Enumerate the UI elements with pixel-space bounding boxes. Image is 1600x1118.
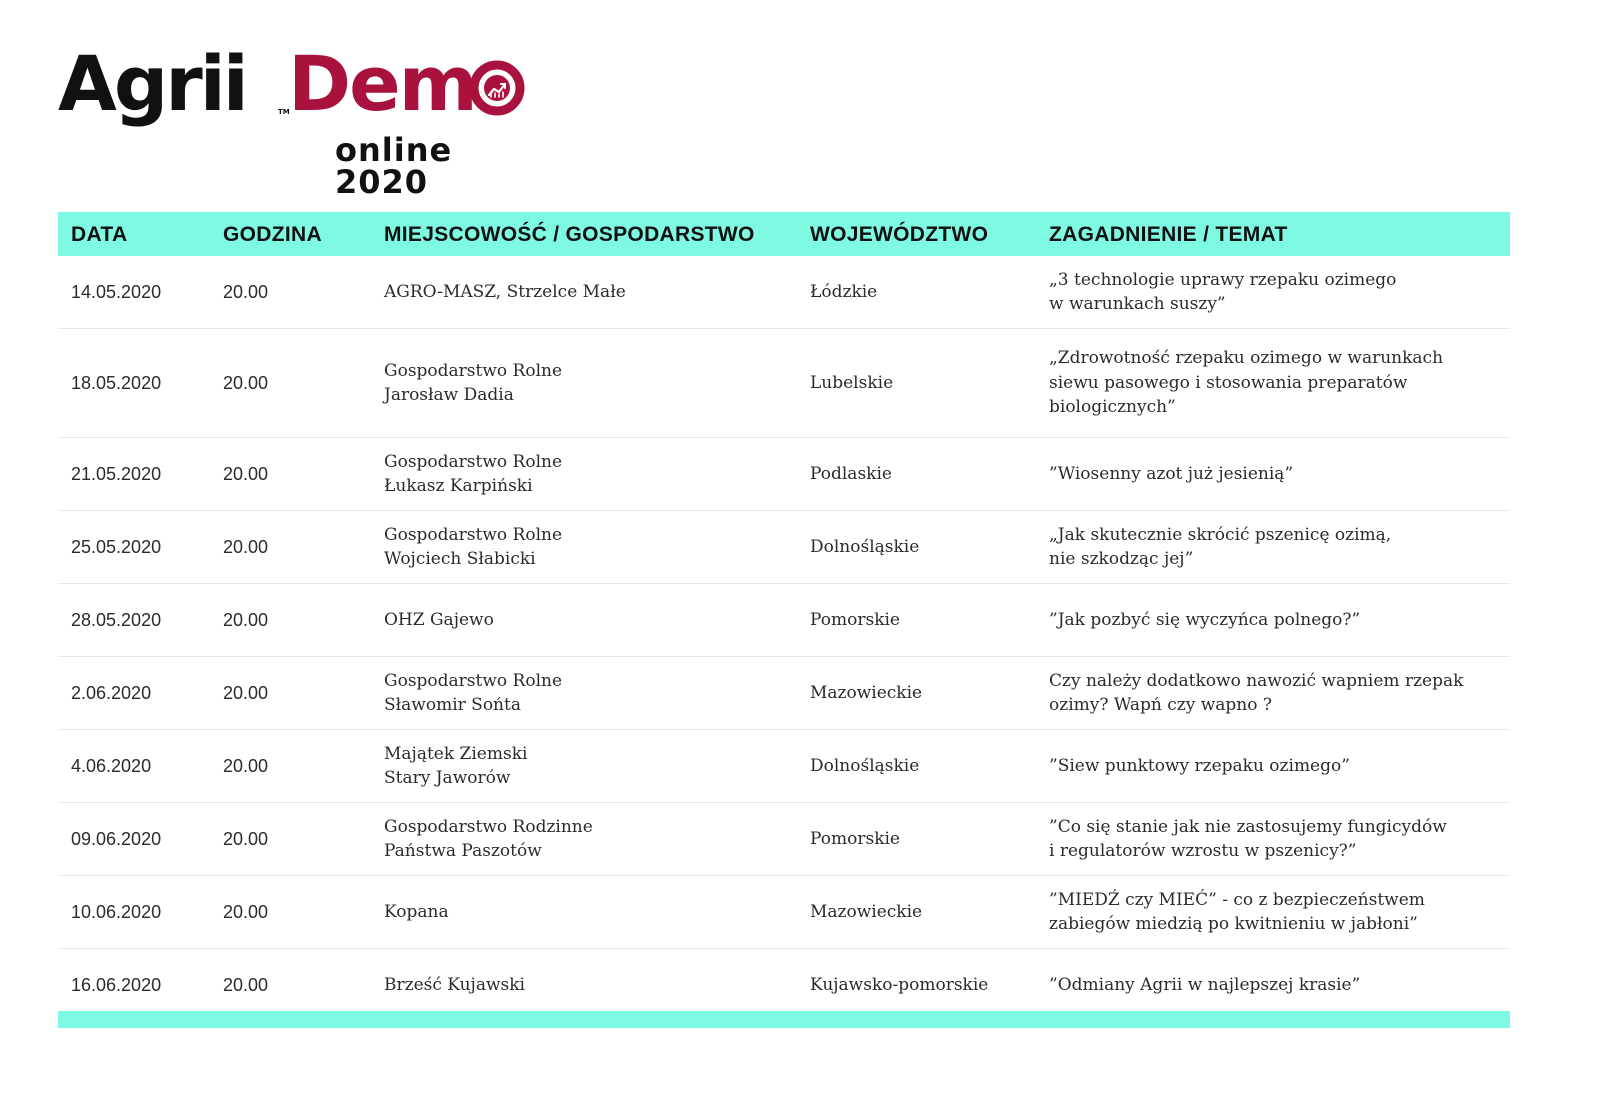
cell-time: 20.00 (223, 463, 269, 484)
column-header-location: MIEJSCOWOŚĆ / GOSPODARSTWO (384, 223, 755, 246)
cell-time: 20.00 (223, 901, 269, 922)
cell-time: 20.00 (223, 828, 269, 849)
logo-subtitle: online 2020 (335, 131, 453, 201)
table-row (58, 584, 1510, 657)
cell-voivodeship: Mazowieckie (810, 901, 923, 922)
column-header-time: GODZINA (223, 223, 322, 246)
events-table (58, 212, 1510, 1021)
table-row (58, 803, 1510, 876)
cell-voivodeship: Podlaskie (810, 463, 892, 484)
cell-time: 20.00 (223, 609, 269, 630)
cell-location: Gospodarstwo Rolne Wojciech Słabicki (384, 524, 563, 569)
cell-date: 16.06.2020 (71, 974, 162, 995)
table-header (58, 212, 1510, 256)
logo-event-text: Dem (288, 39, 476, 128)
column-header-topic: ZAGADNIENIE / TEMAT (1049, 223, 1288, 246)
cell-topic: ”Wiosenny azot już jesienią” (1049, 463, 1294, 484)
cell-voivodeship: Dolnośląskie (810, 755, 920, 776)
table-row (58, 256, 1510, 329)
cell-location: Gospodarstwo Rolne Sławomir Sońta (384, 670, 563, 715)
table-row (58, 329, 1510, 438)
logo-brand-text: Agrii (58, 39, 246, 128)
cell-date: 25.05.2020 (71, 536, 162, 557)
cell-location: Brześć Kujawski (384, 974, 525, 995)
cell-topic: ”MIEDŹ czy MIEĆ” - co z bezpieczeństwem zabiegów miedzią po kwitnieniu w jabłoni” (1049, 889, 1425, 934)
cell-location: Gospodarstwo Rodzinne Państwa Paszotów (384, 816, 593, 861)
cell-time: 20.00 (223, 372, 269, 393)
table-row (58, 657, 1510, 730)
cell-date: 18.05.2020 (71, 372, 162, 393)
agrii-demo-logo (58, 39, 548, 201)
cell-voivodeship: Kujawsko-pomorskie (810, 974, 989, 995)
cell-voivodeship: Lubelskie (810, 372, 894, 393)
column-header-date: DATA (71, 223, 128, 246)
cell-time: 20.00 (223, 682, 269, 703)
cell-voivodeship: Pomorskie (810, 828, 900, 849)
table-row (58, 438, 1510, 511)
cell-time: 20.00 (223, 755, 269, 776)
cell-voivodeship: Łódzkie (810, 281, 878, 302)
cell-topic: ”Siew punktowy rzepaku ozimego” (1049, 755, 1350, 776)
cell-date: 14.05.2020 (71, 281, 162, 302)
cell-location: Majątek Ziemski Stary Jaworów (384, 743, 528, 788)
cell-location: AGRO-MASZ, Strzelce Małe (384, 281, 626, 302)
cell-location: OHZ Gajewo (384, 609, 494, 630)
cell-topic: ”Odmiany Agrii w najlepszej krasie” (1049, 974, 1361, 995)
cell-date: 09.06.2020 (71, 828, 162, 849)
cell-date: 10.06.2020 (71, 901, 162, 922)
cell-voivodeship: Dolnośląskie (810, 536, 920, 557)
cell-time: 20.00 (223, 536, 269, 557)
cell-topic: ”Jak pozbyć się wyczyńca polnego?” (1049, 609, 1361, 630)
logo-trademark: TM (278, 108, 290, 116)
cell-date: 28.05.2020 (71, 609, 162, 630)
wheat-chart-icon (468, 59, 526, 117)
cell-location: Gospodarstwo Rolne Jarosław Dadia (384, 360, 563, 405)
cell-date: 2.06.2020 (71, 682, 152, 703)
cell-topic: Czy należy dodatkowo nawozić wapniem rzepak ozimy? Wapń czy wapno ? (1049, 670, 1464, 715)
cell-location: Gospodarstwo Rolne Łukasz Karpiński (384, 451, 563, 496)
footer-accent-bar (58, 1011, 1510, 1028)
cell-topic: „3 technologie uprawy rzepaku ozimego w warunkach suszy” (1049, 269, 1397, 314)
table-row (58, 876, 1510, 949)
cell-location: Kopana (384, 901, 449, 922)
cell-date: 4.06.2020 (71, 755, 152, 776)
cell-voivodeship: Mazowieckie (810, 682, 923, 703)
table-row (58, 511, 1510, 584)
cell-time: 20.00 (223, 281, 269, 302)
cell-voivodeship: Pomorskie (810, 609, 900, 630)
cell-time: 20.00 (223, 974, 269, 995)
cell-topic: ”Co się stanie jak nie zastosujemy fungicydów i regulatorów wzrostu w pszenicy?” (1049, 816, 1447, 861)
column-header-voivodeship: WOJEWÓDZTWO (810, 223, 989, 246)
cell-topic: „Zdrowotność rzepaku ozimego w warunkach siewu pasowego i stosowania preparatów biologicznych” (1049, 348, 1444, 418)
table-row (58, 730, 1510, 803)
cell-topic: „Jak skutecznie skrócić pszenicę ozimą, nie szkodząc jej” (1049, 524, 1392, 569)
cell-date: 21.05.2020 (71, 463, 162, 484)
